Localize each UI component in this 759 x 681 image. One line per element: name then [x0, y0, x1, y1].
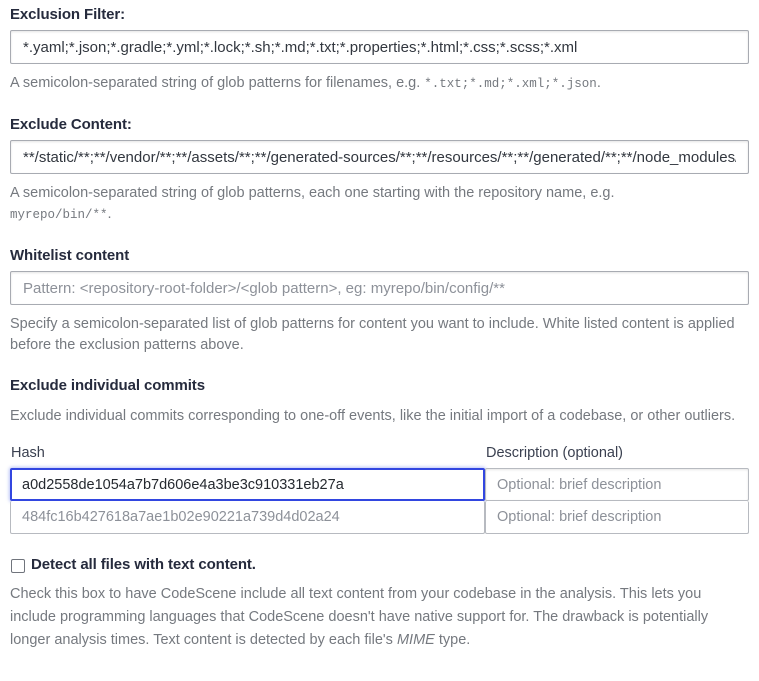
- exclusion-filter-help-period: .: [596, 75, 601, 91]
- commit-description-input-1[interactable]: [485, 468, 749, 501]
- column-header-description: Description (optional): [486, 445, 624, 461]
- cell-description: [485, 501, 749, 534]
- detect-text-help-part1: Check this box to have CodeScene include all text content from your codebase in the analysis. This lets you include programming languages that CodeScene doesn't have native support for. The drawback is potentially longer analysis times. Text content is detected by each file's: [10, 586, 709, 648]
- detect-text-checkbox-row[interactable]: [10, 556, 749, 573]
- whitelist-content-input[interactable]: [10, 271, 749, 305]
- table-row: [10, 468, 749, 501]
- exclusion-filter-help-text: A semicolon-separated string of glob patterns for filenames, e.g.: [10, 75, 421, 91]
- exclude-content-help: [10, 183, 749, 226]
- detect-text-help-mime: MIME: [396, 632, 435, 648]
- exclude-commits-table: [10, 445, 749, 534]
- exclusion-filter-field: [10, 6, 749, 95]
- cell-description: [485, 468, 749, 501]
- whitelist-content-field: [10, 247, 749, 356]
- exclude-content-field: [10, 116, 749, 226]
- table-row: [10, 501, 749, 534]
- exclude-content-label: Exclude Content:: [10, 116, 132, 133]
- exclude-commits-title: Exclude individual commits: [10, 377, 205, 394]
- exclude-commits-section: [10, 377, 749, 534]
- exclusion-filter-label: Exclusion Filter:: [10, 6, 125, 23]
- detect-text-label: Detect all files with text content.: [31, 556, 256, 573]
- exclude-content-help-text: A semicolon-separated string of glob patterns, each one starting with the repository name, e.g.: [10, 185, 615, 201]
- whitelist-content-help: Specify a semicolon-separated list of glob patterns for content you want to include. White listed content is applied before the exclusion patterns above.: [10, 316, 735, 353]
- exclude-content-input[interactable]: [10, 140, 749, 174]
- commit-hash-input-2[interactable]: [10, 501, 485, 534]
- exclude-content-help-period: .: [107, 206, 112, 222]
- table-header-row: [10, 445, 749, 468]
- detect-text-section: [10, 556, 749, 652]
- exclude-commits-help: Exclude individual commits corresponding to one-off events, like the initial import of a codebase, or other outliers.: [10, 408, 736, 424]
- exclusion-filter-input[interactable]: [10, 30, 749, 64]
- column-header-hash: Hash: [11, 445, 45, 461]
- cell-hash: [10, 501, 485, 534]
- exclusion-filter-help: [10, 73, 749, 95]
- exclude-content-help-code: myrepo/bin/**: [10, 208, 108, 222]
- exclusion-filter-help-code: *.txt;*.md;*.xml;*.json: [424, 77, 597, 91]
- commit-description-input-2[interactable]: [485, 501, 749, 534]
- cell-hash: [10, 468, 485, 501]
- commit-hash-input-1[interactable]: [10, 468, 485, 501]
- detect-text-help: [10, 583, 749, 652]
- whitelist-content-label: Whitelist content: [10, 247, 130, 264]
- detect-text-help-part2: type.: [434, 632, 471, 648]
- detect-text-checkbox[interactable]: [11, 559, 25, 573]
